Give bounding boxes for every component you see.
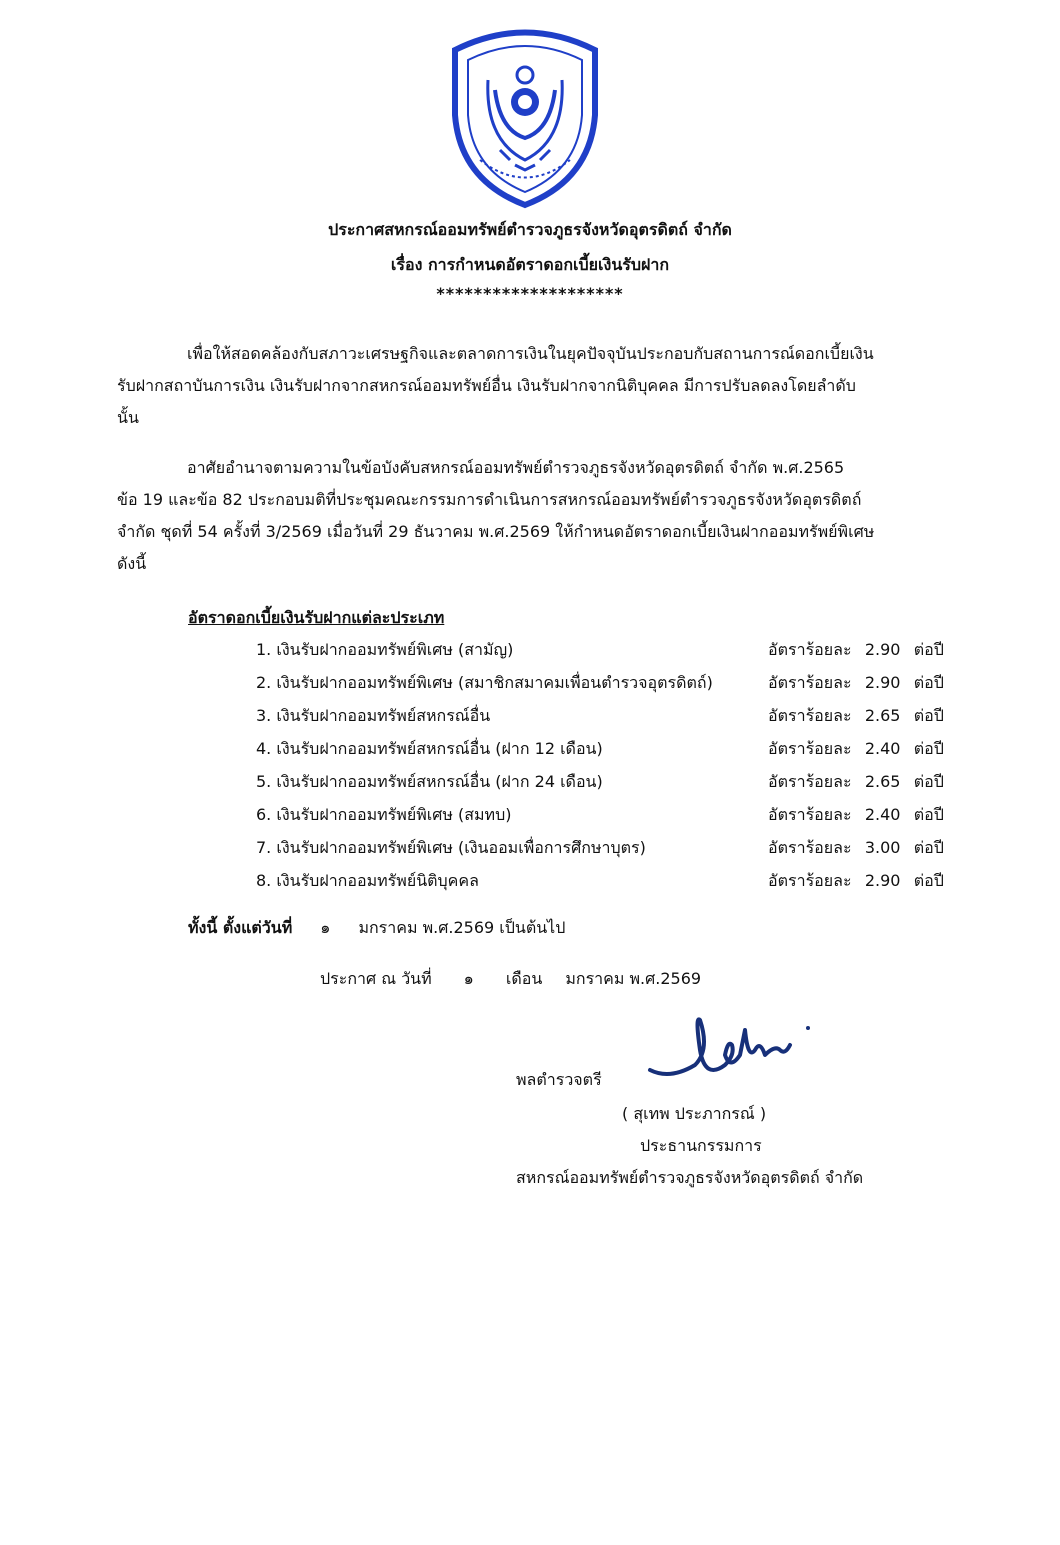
rate-value: 2.65 bbox=[864, 772, 901, 791]
rate-value: 2.90 bbox=[864, 673, 901, 692]
cooperative-logo bbox=[440, 20, 610, 210]
rate-value: 2.90 bbox=[864, 640, 901, 659]
effective-date bbox=[188, 916, 565, 941]
signer-rank: พลตำรวจตรี bbox=[516, 1070, 602, 1089]
effective-rest: มกราคม พ.ศ.2569 เป็นต้นไป bbox=[358, 918, 566, 937]
rate-row bbox=[256, 634, 976, 666]
rate-row bbox=[256, 766, 976, 798]
rate-value: 3.00 bbox=[864, 838, 901, 857]
rate-row bbox=[256, 832, 976, 864]
paragraph-context bbox=[117, 338, 874, 434]
paragraph-line: เพื่อให้สอดคล้องกับสภาวะเศรษฐกิจและตลาดการเงินในยุคปัจจุบันประกอบกับสถานการณ์ดอกเบี้ยเงิน bbox=[187, 344, 874, 363]
paragraph-authority bbox=[117, 452, 874, 580]
rate-name: 1. เงินรับฝากออมทรัพย์พิเศษ (สามัญ) bbox=[256, 640, 514, 659]
title-divider: ******************** bbox=[436, 284, 624, 303]
signer-position: ประธานกรรมการ bbox=[640, 1136, 762, 1155]
rate-value-group: อัตราร้อยละ 3.00 ต่อปี bbox=[768, 832, 944, 864]
signer-name: ( สุเทพ ประภากรณ์ ) bbox=[622, 1104, 767, 1123]
rate-value-group: อัตราร้อยละ 2.65 ต่อปี bbox=[768, 766, 944, 798]
rate-name: 7. เงินรับฝากออมทรัพย์พิเศษ (เงินออมเพื่อการศึกษาบุตร) bbox=[256, 838, 646, 857]
paragraph-line: จำกัด ชุดที่ 54 ครั้งที่ 3/2569 เมื่อวันที่ 29 ธันวาคม พ.ศ.2569 ให้กำหนดอัตราดอกเบี้ยเงินฝากออมทรัพย์พิเศษ bbox=[117, 522, 875, 541]
rate-value-group: อัตราร้อยละ 2.65 ต่อปี bbox=[768, 700, 944, 732]
announcement-subject: เรื่อง การกำหนดอัตราดอกเบี้ยเงินรับฝาก bbox=[390, 255, 670, 274]
rate-value-group: อัตราร้อยละ 2.40 ต่อปี bbox=[768, 733, 944, 765]
announcement-title: ประกาศสหกรณ์ออมทรัพย์ตำรวจภูธรจังหวัดอุตรดิตถ์ จำกัด bbox=[328, 220, 732, 239]
rate-name: 3. เงินรับฝากออมทรัพย์สหกรณ์อื่น bbox=[256, 706, 491, 725]
rate-value-group: อัตราร้อยละ 2.90 ต่อปี bbox=[768, 865, 944, 897]
rate-value: 2.90 bbox=[864, 871, 901, 890]
handwritten-signature bbox=[640, 1010, 820, 1090]
rate-name: 2. เงินรับฝากออมทรัพย์พิเศษ (สมาชิกสมาคมเพื่อนตำรวจอุตรดิตถ์) bbox=[256, 673, 713, 692]
announced-date bbox=[320, 967, 701, 992]
rate-row bbox=[256, 799, 976, 831]
paragraph-line: ข้อ 19 และข้อ 82 ประกอบมติที่ประชุมคณะกรรมการดำเนินการสหกรณ์ออมทรัพย์ตำรวจภูธรจังหวัดอุตรดิตถ์ bbox=[117, 490, 862, 509]
rate-value-group: อัตราร้อยละ 2.40 ต่อปี bbox=[768, 799, 944, 831]
paragraph-line: อาศัยอำนาจตามความในข้อบังคับสหกรณ์ออมทรัพย์ตำรวจภูธรจังหวัดอุตรดิตถ์ จำกัด พ.ศ.2565 bbox=[187, 458, 845, 477]
rate-value-group: อัตราร้อยละ 2.90 ต่อปี bbox=[768, 634, 944, 666]
signer-organization: สหกรณ์ออมทรัพย์ตำรวจภูธรจังหวัดอุตรดิตถ์ จำกัด bbox=[516, 1168, 864, 1187]
effective-day: ๑ bbox=[320, 918, 331, 937]
paragraph-line: ดังนี้ bbox=[117, 554, 147, 573]
rate-name: 8. เงินรับฝากออมทรัพย์นิติบุคคล bbox=[256, 871, 479, 890]
effective-label: ทั้งนี้ ตั้งแต่วันที่ bbox=[188, 918, 293, 937]
rate-row bbox=[256, 865, 976, 897]
rate-value: 2.40 bbox=[864, 805, 901, 824]
announced-day: ๑ bbox=[463, 969, 474, 988]
rate-value: 2.65 bbox=[864, 706, 901, 725]
announced-label: ประกาศ ณ วันที่ bbox=[320, 969, 432, 988]
rates-section-title: อัตราดอกเบี้ยเงินรับฝากแต่ละประเภท bbox=[188, 608, 445, 627]
rate-value: 2.40 bbox=[864, 739, 901, 758]
paragraph-line: รับฝากสถาบันการเงิน เงินรับฝากจากสหกรณ์ออมทรัพย์อื่น เงินรับฝากจากนิติบุคคล มีการปรับลดลงโดยลำดับ bbox=[117, 376, 856, 395]
rate-value-group: อัตราร้อยละ 2.90 ต่อปี bbox=[768, 667, 944, 699]
paragraph-line: นั้น bbox=[117, 408, 139, 427]
announced-month-label: เดือน bbox=[505, 969, 543, 988]
rate-name: 6. เงินรับฝากออมทรัพย์พิเศษ (สมทบ) bbox=[256, 805, 512, 824]
rate-name: 5. เงินรับฝากออมทรัพย์สหกรณ์อื่น (ฝาก 24 เดือน) bbox=[256, 772, 603, 791]
rate-row bbox=[256, 733, 976, 765]
rate-row bbox=[256, 667, 976, 699]
rate-row bbox=[256, 700, 976, 732]
announced-month: มกราคม พ.ศ.2569 bbox=[565, 969, 702, 988]
rate-name: 4. เงินรับฝากออมทรัพย์สหกรณ์อื่น (ฝาก 12 เดือน) bbox=[256, 739, 603, 758]
